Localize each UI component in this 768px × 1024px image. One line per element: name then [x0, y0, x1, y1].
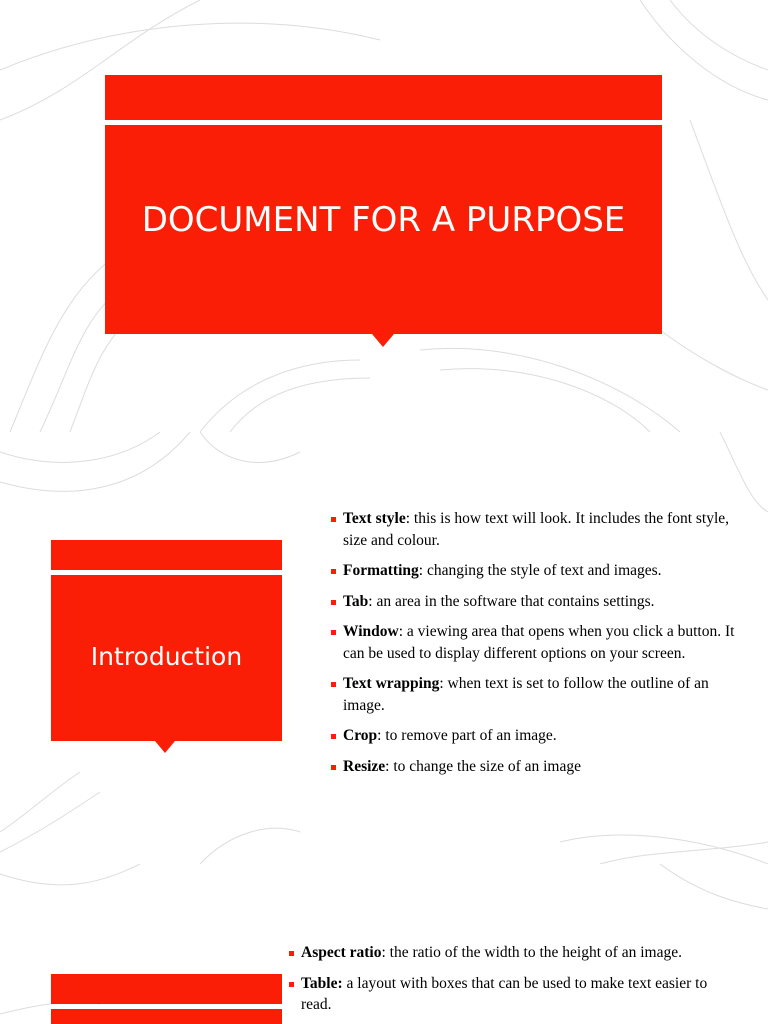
- definition-list: [331, 508, 751, 786]
- definition-list: [289, 942, 719, 1024]
- list-item: Aspect ratio: the ratio of the width to the height of an image.: [289, 942, 719, 964]
- title-top-bar: [105, 75, 662, 120]
- list-item: Tab: an area in the software that contains settings.: [331, 591, 751, 613]
- list-item: Crop: to remove part of an image.: [331, 725, 751, 747]
- intro-title-text: Introduction: [90, 642, 243, 671]
- list-item: Text wrapping: when text is set to follow the outline of an image.: [331, 673, 751, 716]
- slide-title-text: DOCUMENT FOR A PURPOSE: [141, 200, 626, 240]
- slide-title: [0, 0, 768, 432]
- intro-pointer: [155, 741, 175, 753]
- slide-introduction: [0, 432, 768, 864]
- slide-definitions-continued: [0, 864, 768, 1024]
- list-item: Window: a viewing area that opens when you click a button. It can be used to display different options on your screen.: [331, 621, 751, 664]
- list-item: Text style: this is how text will look. It includes the font style, size and colour.: [331, 508, 751, 551]
- title-pointer: [372, 334, 394, 347]
- slide3-box: [51, 1009, 282, 1024]
- intro-top-bar: [51, 540, 282, 570]
- slide3-top-bar: [51, 974, 282, 1004]
- list-item: Resize: to change the size of an image: [331, 756, 751, 778]
- list-item: Formatting: changing the style of text and images.: [331, 560, 751, 582]
- list-item: Table: a layout with boxes that can be used to make text easier to read.: [289, 973, 719, 1016]
